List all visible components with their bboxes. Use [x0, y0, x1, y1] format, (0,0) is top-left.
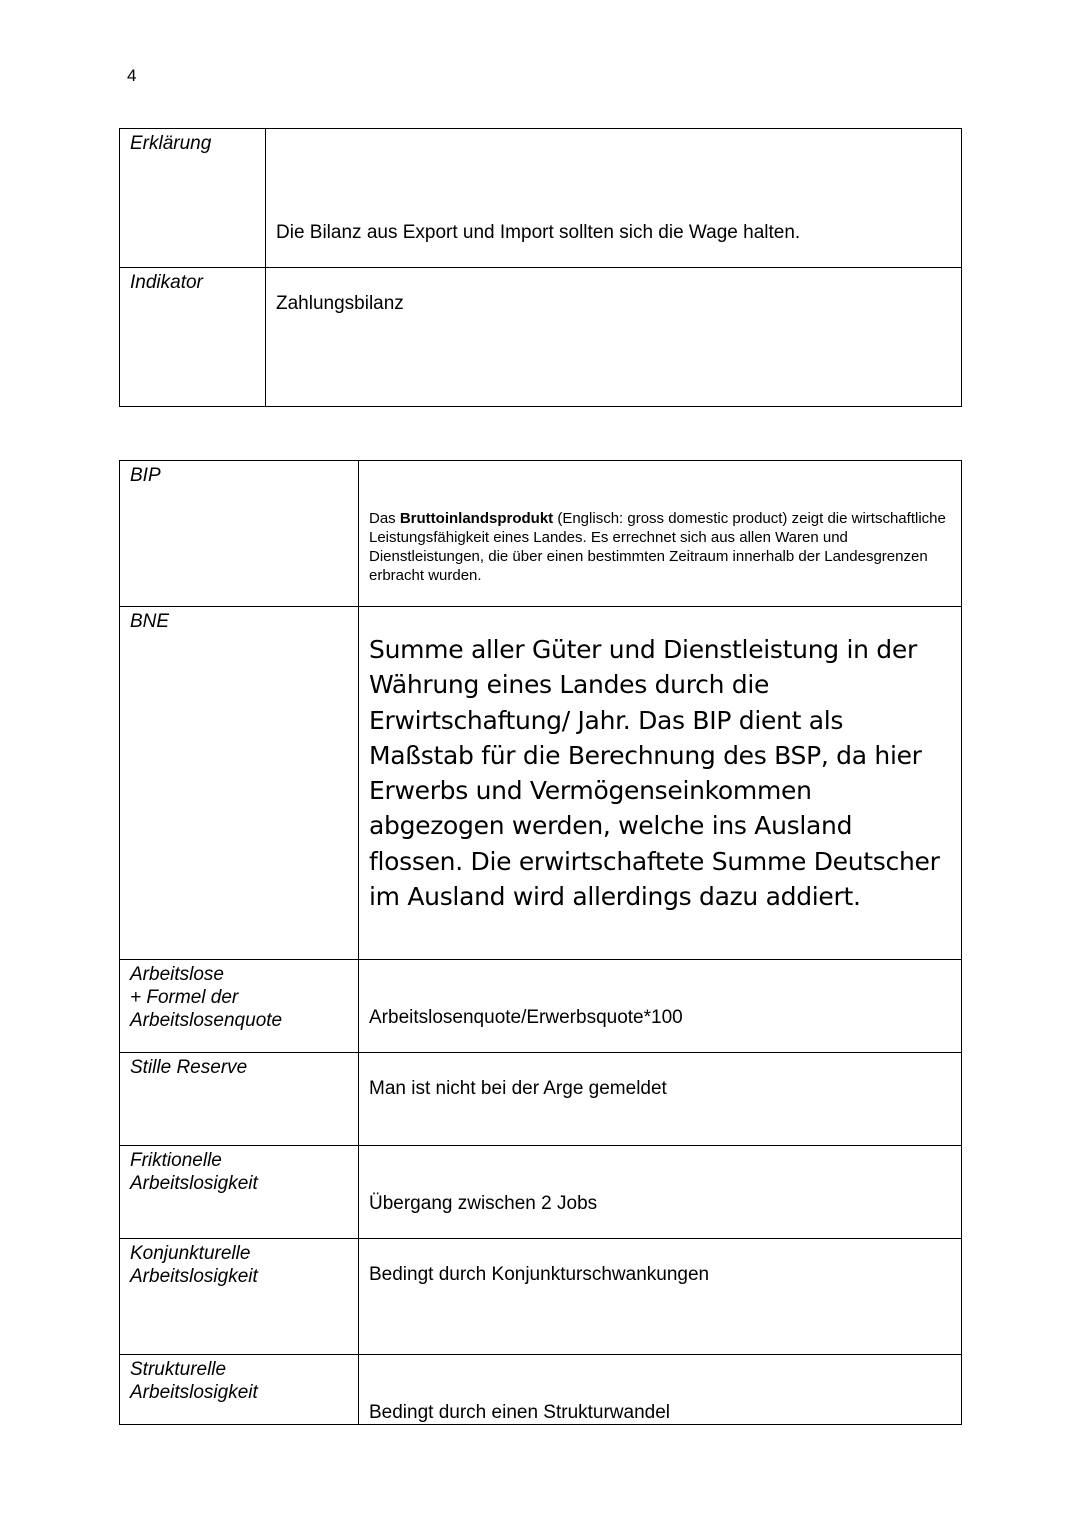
value-text: Arbeitslosenquote/Erwerbsquote*100: [369, 1007, 683, 1028]
value-text: Bedingt durch Konjunkturschwankungen: [369, 1264, 710, 1285]
table-row: [120, 1053, 962, 1146]
term-cell-stille-reserve: Stille Reserve: [120, 1053, 359, 1146]
value-text: Man ist nicht bei der Arge gemeldet: [369, 1078, 667, 1099]
bip-text-bold: Bruttoinlandsprodukt: [399, 510, 554, 527]
term-cell-indikator: Indikator: [120, 268, 266, 407]
term-cell-bne: BNE: [120, 607, 359, 960]
term-cell-strukturelle: [120, 1355, 359, 1425]
term-line: + Formel der: [130, 987, 239, 1008]
term-cell-konjunkturelle: [120, 1239, 359, 1355]
value-cell-strukturelle: [359, 1355, 962, 1425]
page-number: 4: [127, 66, 137, 85]
value-text: Übergang zwischen 2 Jobs: [369, 1193, 598, 1214]
indicators-table: [119, 460, 962, 1425]
bne-definition: Summe aller Güter und Dienstleistung in der Währung eines Landes durch die Erwirtschaftung/ Jahr. Das BIP dient als Maßstab für die Berechnung des BSP, da hier Erwerbs und Vermögenseinkommen abgezogen werden, welche ins Ausland flossen. Die erwirtschaftete Summe Deutscher im Ausland wird allerdings dazu addiert.: [369, 635, 940, 912]
value-cell-indikator: [266, 268, 962, 407]
term-line: Arbeitslosigkeit: [130, 1266, 258, 1287]
term-line: Friktionelle: [130, 1150, 222, 1171]
value-cell-erklaerung: [266, 129, 962, 268]
term-line: Strukturelle: [130, 1359, 227, 1380]
term-cell-friktionelle: [120, 1146, 359, 1239]
table-row: [120, 1355, 962, 1425]
value-text: Die Bilanz aus Export und Import sollten sich die Wage halten.: [276, 222, 801, 243]
term-line: Arbeitslosigkeit: [130, 1173, 258, 1194]
table-row: [120, 960, 962, 1053]
value-cell-stille-reserve: [359, 1053, 962, 1146]
bip-text-prefix: Das: [369, 510, 400, 527]
table-row: [120, 268, 962, 407]
bip-definition: [359, 461, 961, 585]
term-cell-erklaerung: Erklärung: [120, 129, 266, 268]
table-row: [120, 461, 962, 607]
value-text: Bedingt durch einen Strukturwandel: [369, 1402, 671, 1423]
value-cell-friktionelle: [359, 1146, 962, 1239]
term-line: Arbeitslose: [130, 964, 224, 985]
balance-table: [119, 128, 962, 407]
value-cell-bip: [359, 461, 962, 607]
table-row: [120, 607, 962, 960]
table-row: [120, 1239, 962, 1355]
term-line: Arbeitslosigkeit: [130, 1382, 258, 1403]
bip-text-rest: (Englisch: gross domestic product) zeigt die wirtschaftliche Leistungsfähigkeit eines Landes. Es errechnet sich aus allen Waren und Dienstleistungen, die über einen bestimmten Zeitraum innerhalb der Landesgrenzen erbracht wurden.: [369, 510, 946, 584]
term-cell-bip: BIP: [120, 461, 359, 607]
value-text: Zahlungsbilanz: [276, 293, 404, 314]
value-cell-arbeitslose: [359, 960, 962, 1053]
table-row: [120, 129, 962, 268]
value-cell-konjunkturelle: [359, 1239, 962, 1355]
term-line: Konjunkturelle: [130, 1243, 251, 1264]
term-cell-arbeitslose: [120, 960, 359, 1053]
value-cell-bne: [359, 607, 962, 960]
table-row: [120, 1146, 962, 1239]
term-line: Arbeitslosenquote: [130, 1010, 283, 1031]
